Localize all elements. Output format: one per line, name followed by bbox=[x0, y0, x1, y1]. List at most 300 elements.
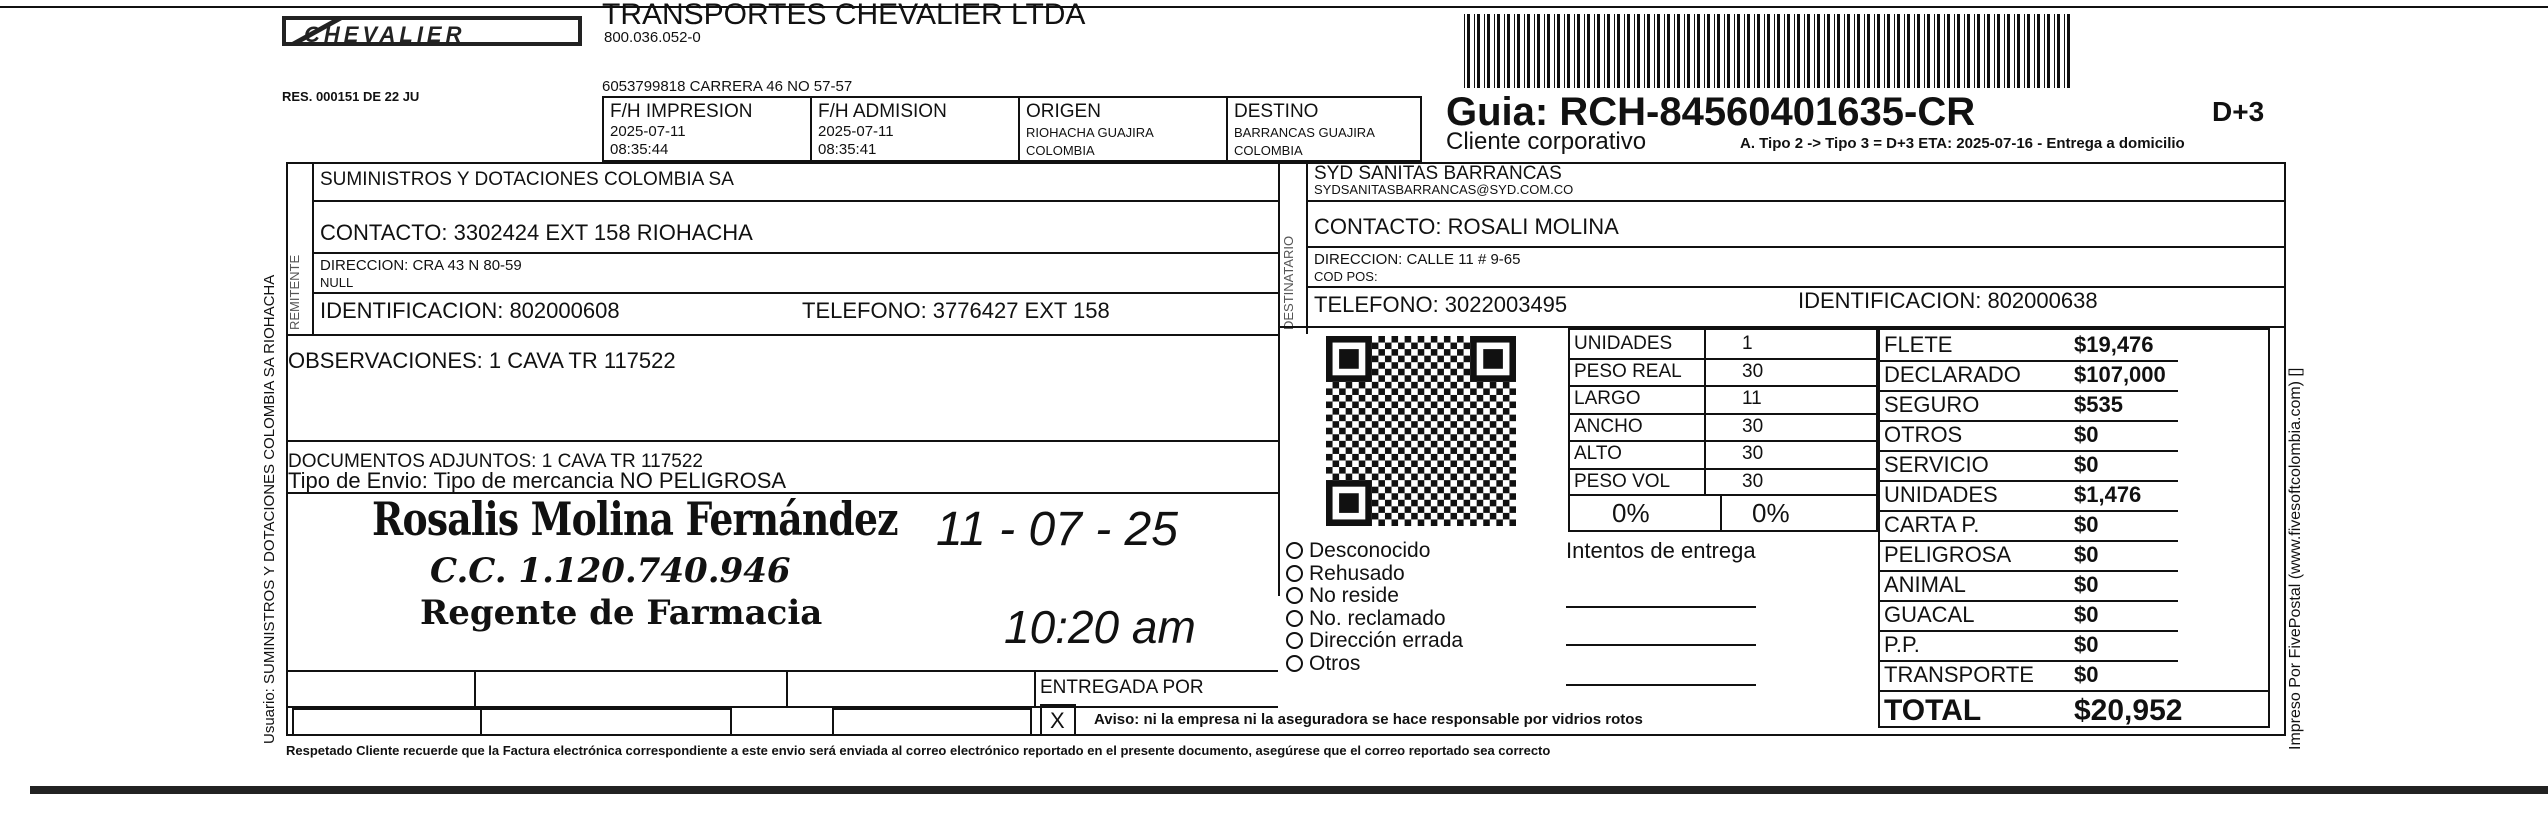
qr-module bbox=[1333, 474, 1340, 481]
qr-module bbox=[1437, 434, 1444, 441]
qr-module bbox=[1496, 493, 1503, 500]
qr-module bbox=[1496, 428, 1503, 435]
qr-module bbox=[1418, 467, 1425, 474]
barcode-bar bbox=[1594, 14, 1595, 88]
qr-module bbox=[1503, 513, 1510, 520]
charge-value: $0 bbox=[2074, 422, 2099, 447]
barcode-bar bbox=[1987, 14, 1990, 88]
qr-module bbox=[1405, 441, 1412, 448]
qr-module bbox=[1431, 428, 1438, 435]
sender-row-line bbox=[312, 200, 1278, 202]
qr-module bbox=[1450, 356, 1457, 363]
sender-address: DIRECCION: CRA 43 N 80-59 bbox=[320, 257, 522, 274]
recipient-phone: TELEFONO: 3022003495 bbox=[1314, 292, 1568, 317]
barcode-bar bbox=[1947, 14, 1950, 88]
qr-module bbox=[1424, 382, 1431, 389]
qr-module bbox=[1405, 336, 1412, 343]
origin-box bbox=[1018, 96, 1228, 162]
qr-module bbox=[1450, 500, 1457, 507]
barcode-bar bbox=[1827, 14, 1830, 88]
footer-grid-vline bbox=[1034, 670, 1036, 706]
charge-value: $0 bbox=[2074, 662, 2099, 687]
qr-module bbox=[1509, 402, 1516, 409]
barcode-bar bbox=[1694, 14, 1695, 88]
qr-module bbox=[1378, 375, 1385, 382]
qr-module bbox=[1385, 408, 1392, 415]
qr-module bbox=[1464, 460, 1471, 467]
barcode-bar bbox=[2064, 14, 2065, 88]
footer-grid-vline bbox=[474, 670, 476, 706]
qr-module bbox=[1437, 356, 1444, 363]
qr-module bbox=[1431, 441, 1438, 448]
barcode-bar bbox=[1607, 14, 1610, 88]
barcode-bar bbox=[1937, 14, 1940, 88]
qr-module bbox=[1365, 428, 1372, 435]
qr-module bbox=[1444, 415, 1451, 422]
qr-module bbox=[1450, 382, 1457, 389]
barcode bbox=[1464, 14, 2074, 88]
status-option[interactable] bbox=[1286, 630, 1556, 653]
sender-phone: TELEFONO: 3776427 EXT 158 bbox=[802, 298, 1110, 323]
barcode-bar bbox=[1474, 14, 1475, 88]
qr-module bbox=[1398, 500, 1405, 507]
barcode-bar bbox=[1747, 14, 1750, 88]
barcode-bar bbox=[1654, 14, 1655, 88]
charge-value: $0 bbox=[2074, 452, 2099, 477]
qr-module bbox=[1392, 362, 1399, 369]
qr-module bbox=[1457, 428, 1464, 435]
qr-module bbox=[1352, 454, 1359, 461]
qr-module bbox=[1457, 349, 1464, 356]
qr-module bbox=[1490, 513, 1497, 520]
barcode-bar bbox=[1824, 14, 1825, 88]
barcode-bar bbox=[1497, 14, 1500, 88]
qr-module bbox=[1483, 454, 1490, 461]
charge-row-line bbox=[1878, 600, 2178, 602]
barcode-bar bbox=[1494, 14, 1495, 88]
qr-module bbox=[1392, 388, 1399, 395]
qr-module bbox=[1405, 362, 1412, 369]
qr-module bbox=[1444, 402, 1451, 409]
qr-module bbox=[1437, 343, 1444, 350]
qr-module bbox=[1503, 487, 1510, 494]
recipient-name: SYD SANITAS BARRANCAS bbox=[1314, 163, 1562, 184]
qr-module bbox=[1424, 513, 1431, 520]
qr-module bbox=[1333, 395, 1340, 402]
barcode-bar bbox=[1857, 14, 1860, 88]
qr-module bbox=[1431, 336, 1438, 343]
qr-module bbox=[1483, 519, 1490, 526]
qr-module bbox=[1405, 467, 1412, 474]
print-label: F/H IMPRESION bbox=[610, 101, 753, 122]
qr-module bbox=[1483, 441, 1490, 448]
charge-row-line bbox=[1878, 450, 2178, 452]
qr-module bbox=[1503, 447, 1510, 454]
qr-module bbox=[1437, 500, 1444, 507]
qr-module bbox=[1378, 362, 1385, 369]
qr-module bbox=[1503, 421, 1510, 428]
recipient-email: SYDSANITASBARRANCAS@SYD.COM.CO bbox=[1314, 182, 1574, 197]
check-mark: X bbox=[1050, 708, 1065, 733]
barcode-bar bbox=[2047, 14, 2050, 88]
qr-module bbox=[1372, 513, 1379, 520]
barcode-bar bbox=[2024, 14, 2025, 88]
barcode-bar bbox=[1847, 14, 1850, 88]
qr-module bbox=[1457, 415, 1464, 422]
measure-value: 11 bbox=[1742, 388, 1762, 409]
qr-module bbox=[1444, 388, 1451, 395]
barcode-bar bbox=[1964, 14, 1965, 88]
status-option-label: Desconocido bbox=[1309, 539, 1431, 562]
qr-module bbox=[1372, 343, 1379, 350]
barcode-bar bbox=[1574, 14, 1575, 88]
barcode-bar bbox=[1997, 14, 2000, 88]
barcode-bar bbox=[1764, 14, 1765, 88]
qr-module bbox=[1457, 506, 1464, 513]
status-option-label: Otros bbox=[1309, 651, 1361, 675]
qr-module bbox=[1411, 395, 1418, 402]
qr-module bbox=[1509, 415, 1516, 422]
qr-module bbox=[1339, 441, 1346, 448]
qr-module bbox=[1392, 506, 1399, 513]
barcode-bar bbox=[1557, 14, 1560, 88]
qr-module bbox=[1470, 388, 1477, 395]
qr-module bbox=[1509, 519, 1516, 526]
percent-divider bbox=[1720, 494, 1722, 532]
qr-module bbox=[1477, 382, 1484, 389]
qr-module bbox=[1339, 467, 1346, 474]
qr-module bbox=[1405, 349, 1412, 356]
qr-module bbox=[1418, 454, 1425, 461]
barcode-bar bbox=[1587, 14, 1590, 88]
qr-module bbox=[1418, 349, 1425, 356]
measure-label: ANCHO bbox=[1574, 415, 1643, 437]
recipient-row-line bbox=[1306, 286, 2286, 288]
qr-module bbox=[1398, 382, 1405, 389]
qr-module bbox=[1509, 428, 1516, 435]
qr-module bbox=[1333, 421, 1340, 428]
qr-module bbox=[1405, 519, 1412, 526]
measure-value: 30 bbox=[1742, 443, 1764, 464]
qr-module bbox=[1431, 402, 1438, 409]
qr-module bbox=[1503, 460, 1510, 467]
radio-circle-icon[interactable] bbox=[1286, 610, 1303, 627]
qr-module bbox=[1464, 474, 1471, 481]
status-option[interactable] bbox=[1286, 540, 1556, 563]
qr-module bbox=[1477, 434, 1484, 441]
qr-module bbox=[1470, 467, 1477, 474]
qr-module bbox=[1378, 388, 1385, 395]
barcode-bar bbox=[1567, 14, 1570, 88]
qr-module bbox=[1464, 434, 1471, 441]
qr-module bbox=[1372, 447, 1379, 454]
shipment-type: Tipo de Envio: Tipo de mercancia NO PELIGROSA bbox=[288, 468, 787, 493]
qr-module bbox=[1346, 382, 1353, 389]
barcode-bar bbox=[1814, 14, 1815, 88]
qr-module bbox=[1398, 434, 1405, 441]
radio-circle-icon[interactable] bbox=[1286, 565, 1303, 582]
barcode-bar bbox=[1604, 14, 1605, 88]
qr-module bbox=[1352, 441, 1359, 448]
qr-module bbox=[1470, 415, 1477, 422]
measure-label: LARGO bbox=[1574, 388, 1641, 409]
qr-module bbox=[1450, 513, 1457, 520]
delivered-by-cell: ENTREGADA POR bbox=[1040, 677, 1204, 698]
barcode-bar bbox=[1637, 14, 1640, 88]
qr-module bbox=[1477, 460, 1484, 467]
qr-module bbox=[1326, 467, 1333, 474]
barcode-bar bbox=[1837, 14, 1840, 88]
company-address: 6053799818 CARRERA 46 NO 57-57 bbox=[602, 78, 853, 95]
charge-row-line bbox=[1878, 480, 2178, 482]
admission-date: 2025-07-11 bbox=[818, 123, 894, 140]
measure-row-line bbox=[1568, 468, 1878, 470]
charge-label: UNIDADES bbox=[1884, 482, 1998, 507]
measure-row-line bbox=[1568, 358, 1878, 360]
barcode-bar bbox=[2017, 14, 2020, 88]
barcode-bar bbox=[1897, 14, 1900, 88]
qr-module bbox=[1339, 349, 1359, 369]
measure-label: ALTO bbox=[1574, 443, 1622, 464]
total-label: TOTAL bbox=[1884, 694, 1982, 727]
charge-row-line bbox=[1878, 420, 2178, 422]
recipient-divider bbox=[1306, 162, 1308, 334]
qr-module bbox=[1405, 493, 1412, 500]
qr-module bbox=[1509, 506, 1516, 513]
barcode-bar bbox=[1484, 14, 1485, 88]
footer-cell-2 bbox=[480, 708, 732, 736]
qr-module bbox=[1444, 480, 1451, 487]
status-option[interactable] bbox=[1286, 563, 1556, 586]
qr-module bbox=[1490, 500, 1497, 507]
barcode-bar bbox=[1867, 14, 1870, 88]
qr-module bbox=[1352, 467, 1359, 474]
radio-circle-icon[interactable] bbox=[1286, 542, 1303, 559]
qr-module bbox=[1450, 447, 1457, 454]
sender-divider bbox=[312, 162, 314, 334]
radio-circle-icon[interactable] bbox=[1286, 655, 1303, 672]
qr-module bbox=[1398, 408, 1405, 415]
barcode-bar bbox=[1527, 14, 1530, 88]
barcode-bar bbox=[1894, 14, 1895, 88]
qr-module bbox=[1457, 362, 1464, 369]
qr-module bbox=[1470, 441, 1477, 448]
qr-module bbox=[1457, 467, 1464, 474]
recipient-address: DIRECCION: CALLE 11 # 9-65 bbox=[1314, 251, 1521, 268]
radio-circle-icon[interactable] bbox=[1286, 632, 1303, 649]
side-print: Impreso Por FivePostal (www.fivesoftcolombia.com) [] bbox=[2287, 367, 2304, 750]
qr-module bbox=[1385, 382, 1392, 389]
qr-module bbox=[1418, 506, 1425, 513]
measure-row-line bbox=[1568, 413, 1878, 415]
qr-module bbox=[1424, 395, 1431, 402]
qr-module bbox=[1339, 388, 1346, 395]
delivery-info: A. Tipo 2 -> Tipo 3 = D+3 ETA: 2025-07-16 - Entrega a domicilio bbox=[1740, 135, 2185, 152]
observations: OBSERVACIONES: 1 CAVA TR 117522 bbox=[288, 348, 676, 373]
qr-module bbox=[1444, 493, 1451, 500]
barcode-bar bbox=[1917, 14, 1920, 88]
qr-module bbox=[1477, 421, 1484, 428]
qr-module bbox=[1372, 382, 1379, 389]
measures-vline bbox=[1704, 328, 1706, 494]
barcode-bar bbox=[1884, 14, 1885, 88]
service-level: D+3 bbox=[2212, 96, 2265, 127]
qr-module bbox=[1464, 487, 1471, 494]
qr-module bbox=[1326, 428, 1333, 435]
barcode-bar bbox=[1744, 14, 1745, 88]
qr-module bbox=[1431, 493, 1438, 500]
qr-module bbox=[1398, 447, 1405, 454]
qr-module bbox=[1418, 428, 1425, 435]
resolution: RES. 000151 DE 22 JU bbox=[282, 89, 420, 104]
status-option-label: No. reclamado bbox=[1309, 606, 1446, 630]
qr-module bbox=[1450, 343, 1457, 350]
barcode-bar bbox=[1554, 14, 1555, 88]
radio-circle-icon[interactable] bbox=[1286, 587, 1303, 604]
qr-module bbox=[1378, 454, 1385, 461]
charge-row-line bbox=[1878, 630, 2178, 632]
measure-value: 30 bbox=[1742, 360, 1764, 382]
qr-module bbox=[1444, 467, 1451, 474]
qr-module bbox=[1346, 434, 1353, 441]
qr-module bbox=[1424, 474, 1431, 481]
barcode-bar bbox=[1674, 14, 1675, 88]
qr-module bbox=[1450, 474, 1457, 481]
qr-module bbox=[1372, 408, 1379, 415]
print-time: 08:35:44 bbox=[610, 141, 669, 158]
charge-label: PELIGROSA bbox=[1884, 542, 2012, 567]
recipient-row-line bbox=[1306, 200, 2286, 202]
admission-label: F/H ADMISION bbox=[818, 101, 947, 122]
qr-module bbox=[1431, 467, 1438, 474]
qr-module bbox=[1457, 480, 1464, 487]
qr-module bbox=[1352, 388, 1359, 395]
qr-module bbox=[1431, 349, 1438, 356]
qr-module bbox=[1470, 454, 1477, 461]
charge-row-line bbox=[1878, 540, 2178, 542]
barcode-bar bbox=[1794, 14, 1795, 88]
qr-module bbox=[1339, 402, 1346, 409]
qr-module bbox=[1464, 343, 1471, 350]
qr-module bbox=[1477, 474, 1484, 481]
qr-module bbox=[1444, 362, 1451, 369]
qr-module bbox=[1398, 513, 1405, 520]
barcode-bar bbox=[1777, 14, 1780, 88]
barcode-bar bbox=[1797, 14, 1800, 88]
qr-module bbox=[1431, 375, 1438, 382]
qr-module bbox=[1385, 395, 1392, 402]
qr-module bbox=[1444, 428, 1451, 435]
barcode-bar bbox=[1907, 14, 1910, 88]
qr-module bbox=[1326, 402, 1333, 409]
qr-module bbox=[1378, 415, 1385, 422]
qr-module bbox=[1346, 408, 1353, 415]
qr-module bbox=[1450, 487, 1457, 494]
barcode-bar bbox=[1994, 14, 1995, 88]
attempt-line bbox=[1566, 684, 1756, 686]
qr-module bbox=[1470, 480, 1477, 487]
barcode-bar bbox=[1757, 14, 1760, 88]
qr-module bbox=[1503, 500, 1510, 507]
qr-module bbox=[1359, 474, 1366, 481]
qr-module bbox=[1424, 356, 1431, 363]
barcode-bar bbox=[1624, 14, 1625, 88]
charge-label: P.P. bbox=[1884, 632, 1920, 657]
qr-module bbox=[1490, 408, 1497, 415]
barcode-bar bbox=[1864, 14, 1865, 88]
charge-row-line bbox=[1878, 360, 2178, 362]
qr-module bbox=[1385, 487, 1392, 494]
qr-module bbox=[1411, 382, 1418, 389]
barcode-bar bbox=[1954, 14, 1955, 88]
barcode-bar bbox=[1627, 14, 1630, 88]
qr-module bbox=[1392, 428, 1399, 435]
qr-module bbox=[1490, 434, 1497, 441]
qr-module bbox=[1365, 441, 1372, 448]
qr-module bbox=[1477, 395, 1484, 402]
status-option[interactable] bbox=[1286, 585, 1556, 608]
qr-module bbox=[1470, 402, 1477, 409]
destination-city: BARRANCAS GUAJIRA bbox=[1234, 125, 1375, 140]
qr-module bbox=[1392, 415, 1399, 422]
charge-label: SEGURO bbox=[1884, 392, 1980, 417]
status-option[interactable] bbox=[1286, 608, 1556, 631]
qr-module bbox=[1411, 421, 1418, 428]
company-logo bbox=[282, 12, 582, 50]
qr-module bbox=[1392, 467, 1399, 474]
qr-module bbox=[1378, 336, 1385, 343]
top-border bbox=[0, 6, 2548, 8]
status-option-label: Dirección errada bbox=[1309, 629, 1464, 652]
qr-module bbox=[1424, 343, 1431, 350]
qr-module bbox=[1418, 493, 1425, 500]
barcode-bar bbox=[1877, 14, 1880, 88]
qr-module bbox=[1444, 349, 1451, 356]
barcode-bar bbox=[2034, 14, 2035, 88]
qr-module bbox=[1411, 487, 1418, 494]
qr-code bbox=[1326, 336, 1516, 526]
barcode-bar bbox=[1507, 14, 1510, 88]
total-line bbox=[1878, 690, 2270, 692]
status-option[interactable] bbox=[1286, 653, 1556, 676]
qr-module bbox=[1372, 356, 1379, 363]
charge-value: $0 bbox=[2074, 632, 2099, 657]
qr-module bbox=[1411, 408, 1418, 415]
barcode-bar bbox=[1584, 14, 1585, 88]
qr-module bbox=[1339, 428, 1346, 435]
barcode-bar bbox=[1934, 14, 1935, 88]
qr-module bbox=[1496, 454, 1503, 461]
qr-module bbox=[1372, 474, 1379, 481]
barcode-bar bbox=[1844, 14, 1845, 88]
barcode-bar bbox=[1617, 14, 1620, 88]
qr-module bbox=[1483, 467, 1490, 474]
attempt-line bbox=[1566, 606, 1756, 608]
qr-module bbox=[1503, 434, 1510, 441]
qr-module bbox=[1490, 395, 1497, 402]
qr-module bbox=[1424, 421, 1431, 428]
qr-module bbox=[1418, 362, 1425, 369]
barcode-bar bbox=[1734, 14, 1735, 88]
qr-module bbox=[1503, 408, 1510, 415]
qr-module bbox=[1444, 441, 1451, 448]
barcode-bar bbox=[1514, 14, 1515, 88]
qr-module bbox=[1503, 474, 1510, 481]
barcode-bar bbox=[1467, 14, 1470, 88]
qr-module bbox=[1346, 421, 1353, 428]
qr-module bbox=[1359, 447, 1366, 454]
qr-module bbox=[1470, 519, 1477, 526]
